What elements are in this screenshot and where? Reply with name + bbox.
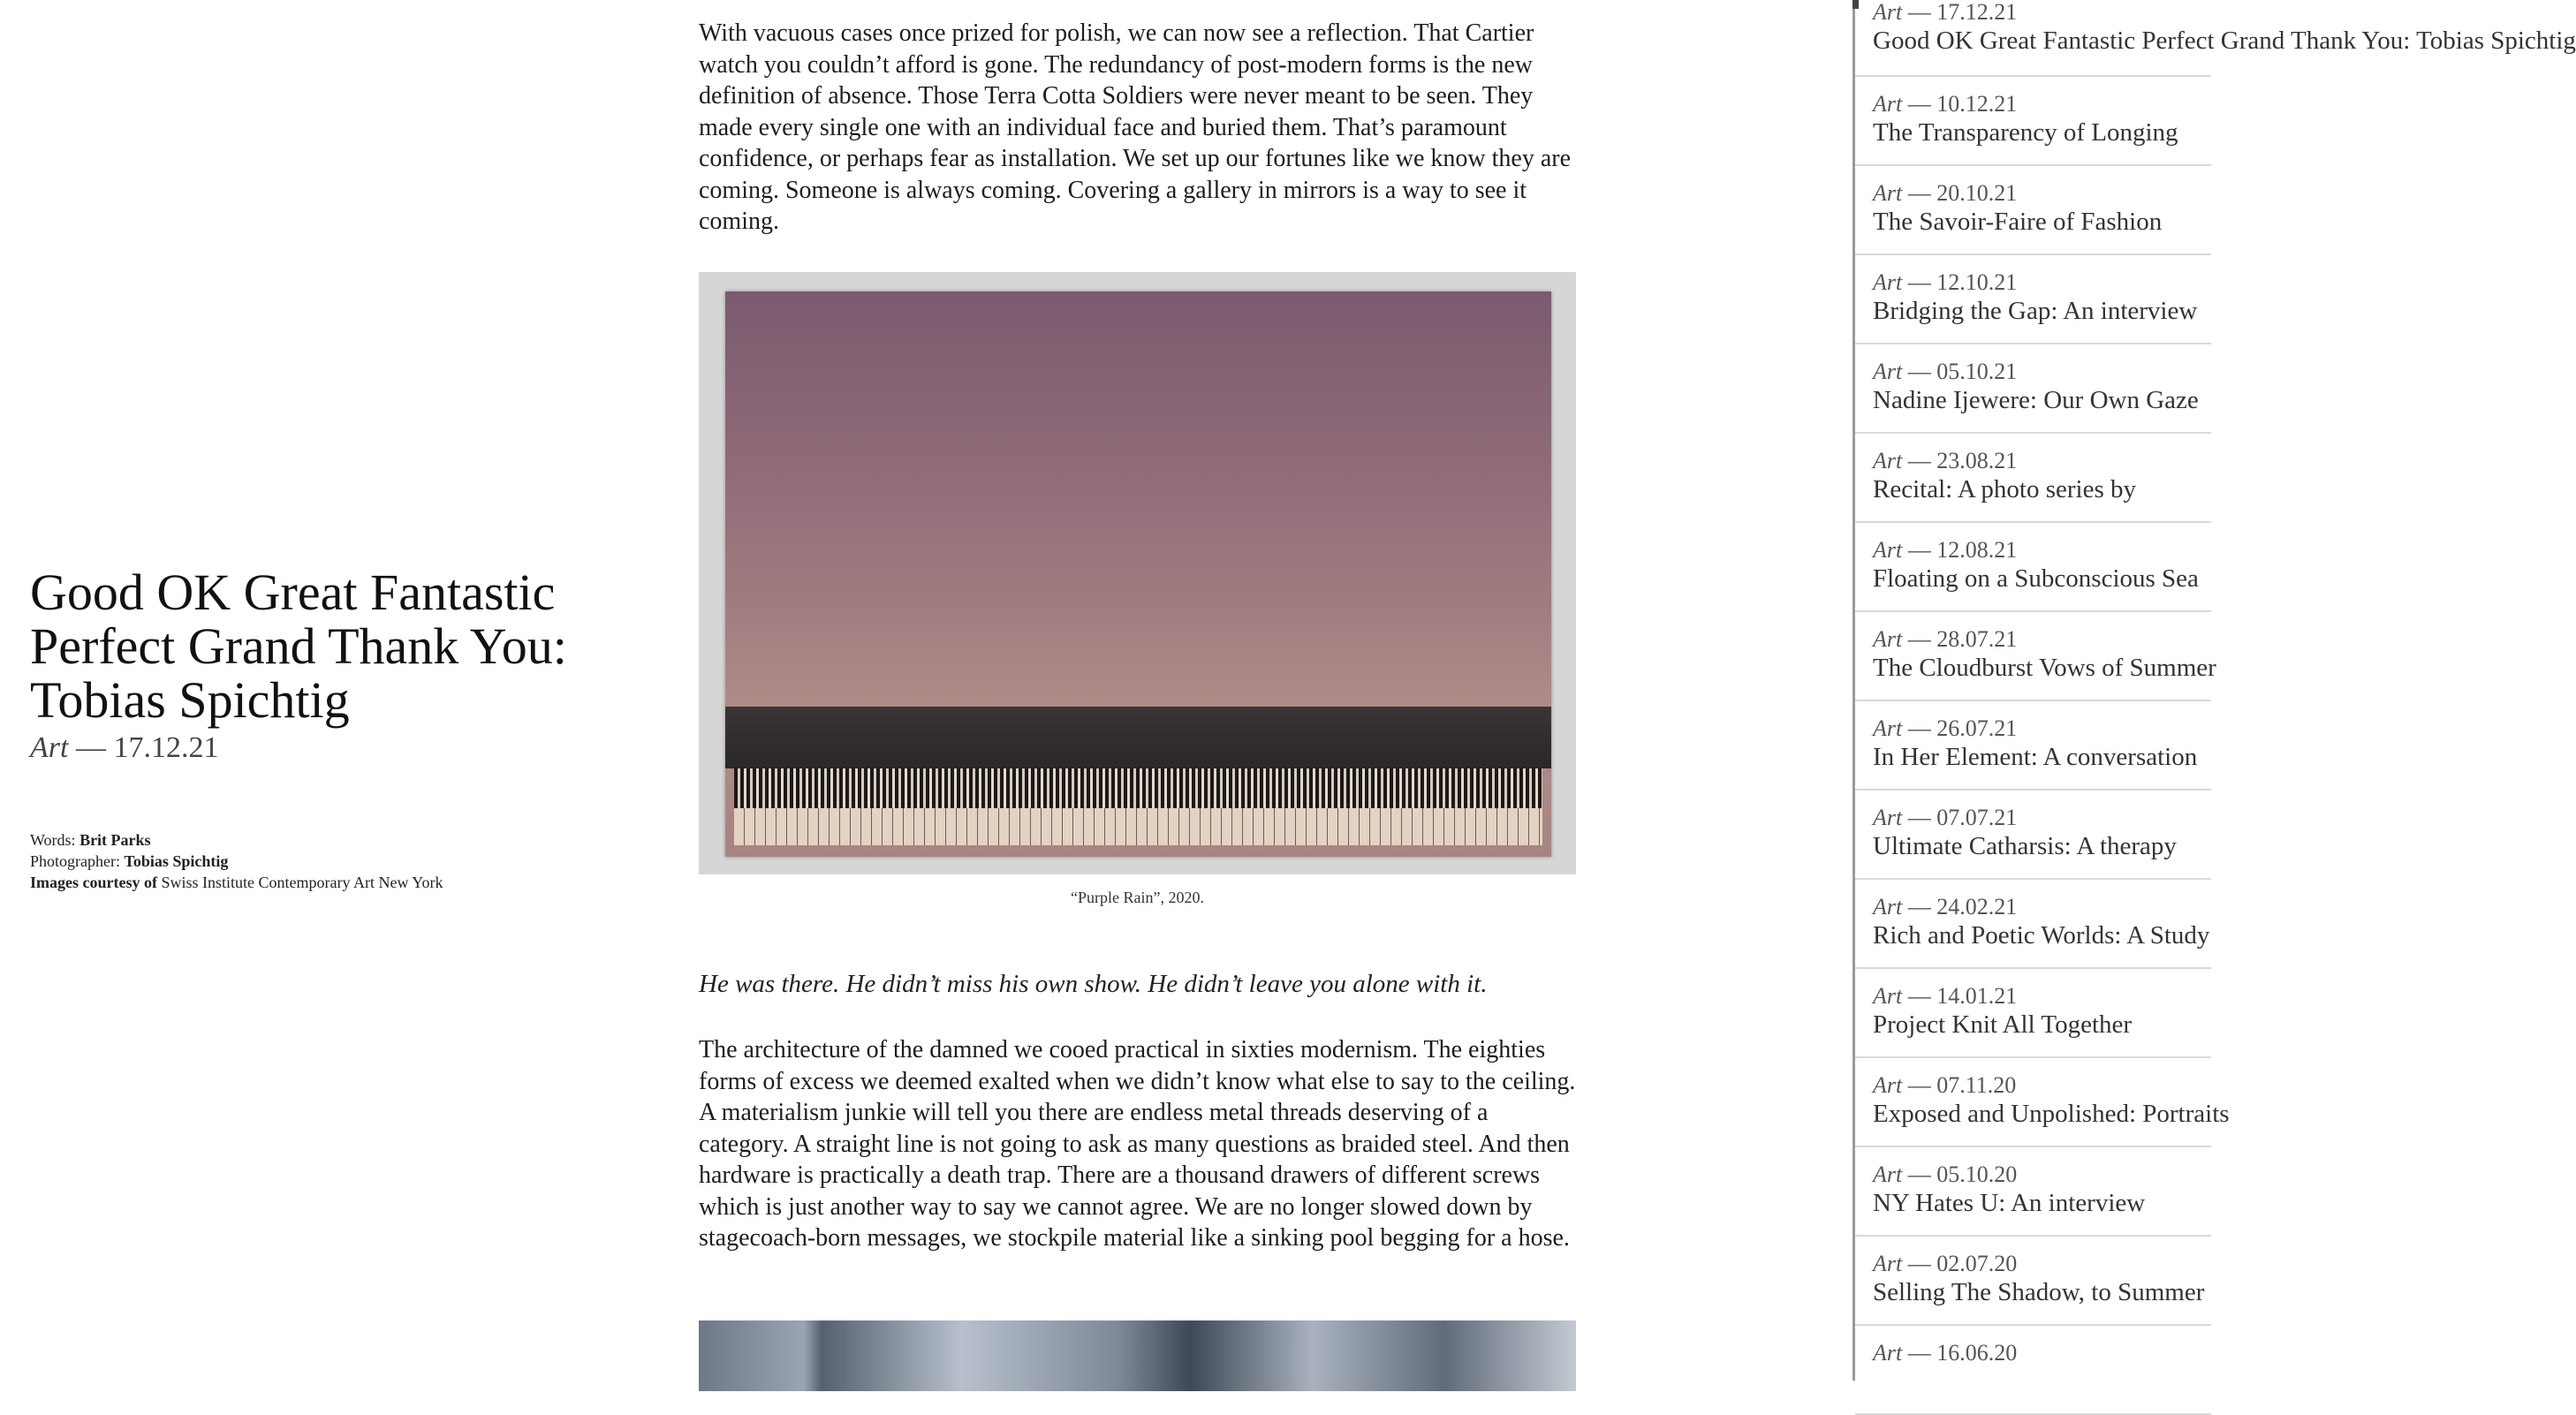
sidebar-article-category: Art [1873,269,1903,295]
sidebar-article-item[interactable] [1855,1058,2230,1147]
sidebar-article-meta [1873,166,2211,206]
sidebar-article-item[interactable] [1855,434,2211,523]
date-separator: — [68,731,114,764]
artwork-image [699,272,1576,874]
sidebar-article-meta [1873,1237,2211,1276]
sidebar-article-title[interactable]: Exposed and Unpolished: Portraits [1873,1100,2230,1128]
sidebar-article-title[interactable]: NY Hates U: An interview [1873,1189,2146,1217]
image-caption: “Purple Rain”, 2020. [1071,889,1204,906]
sidebar-article-meta [1873,1326,2211,1366]
sidebar-article-title[interactable]: Bridging the Gap: An interview [1873,297,2198,325]
sidebar-article-category: Art [1873,1251,1903,1276]
sidebar-article-meta [1873,1058,2211,1098]
article-date: 17.12.21 [113,731,219,764]
sidebar-article-title[interactable]: The Savoir-Faire of Fashion [1873,208,2163,236]
sidebar-article-category: Art [1873,0,1903,25]
credit-photographer: Photographer: Tobias Spichtig [30,852,229,870]
sidebar-article-date: — 02.07.20 [1902,1251,2018,1276]
sidebar-article-item[interactable] [1855,1147,2211,1237]
sidebar-article-date: — 12.10.21 [1902,269,2018,295]
sidebar-article-category: Art [1873,537,1903,563]
sidebar-article-item[interactable] [1855,255,2211,344]
sidebar-article-meta [1873,523,2211,563]
sidebar-article-date: — 23.08.21 [1902,448,2018,473]
pull-quote: He was there. He didn’t miss his own show. He didn’t leave you alone with it. [699,970,1488,998]
sidebar-article-date: — 24.02.21 [1902,894,2018,919]
sidebar-article-title[interactable]: Good OK Great Fantastic Perfect Grand Thank You: Tobias Spichtig [1873,26,2576,55]
sidebar-article-date: — 16.06.20 [1902,1340,2018,1366]
painting-canvas [725,291,1551,857]
sidebar-article-item[interactable] [1855,969,2211,1058]
sidebar-article-category: Art [1873,805,1903,830]
sidebar-article-meta [1873,791,2211,830]
sidebar-article-date: — 05.10.21 [1902,359,2018,384]
sidebar-article-date: — 05.10.20 [1902,1162,2018,1187]
sidebar-article-item[interactable] [1855,523,2211,612]
related-articles-sidebar[interactable] [1852,0,2576,1381]
sidebar-article-title[interactable]: The Cloudburst Vows of Summer [1873,654,2216,682]
sidebar-article-item[interactable] [1855,612,2216,701]
sidebar-article-category: Art [1873,894,1903,919]
sidebar-article-date: — 28.07.21 [1902,626,2018,652]
sidebar-article-title[interactable]: Selling The Shadow, to Summer [1873,1278,2205,1306]
sidebar-article-meta [1873,344,2211,384]
sidebar-article-meta [1873,969,2211,1009]
author-link[interactable]: Brit Parks [80,831,151,849]
images-source-link[interactable]: Swiss Institute Contemporary Art New York [161,874,443,891]
sidebar-article-meta [1873,880,2211,919]
sidebar-article-title[interactable]: In Her Element: A conversation [1873,743,2198,771]
sidebar-article-meta [1873,255,2211,295]
sidebar-article-item[interactable] [1855,880,2211,969]
sidebar-article-title[interactable]: The Transparency of Longing [1873,118,2178,147]
sidebar-article-category: Art [1873,448,1903,473]
sidebar-article-category: Art [1873,180,1903,206]
sidebar-article-date: — 07.11.20 [1902,1072,2017,1098]
sidebar-article-title[interactable]: Recital: A photo series by [1873,475,2137,503]
sidebar-article-item[interactable] [1855,1326,2211,1415]
sidebar-article-date: — 14.01.21 [1902,983,2018,1009]
sidebar-article-category: Art [1873,1340,1903,1366]
credits [30,829,648,893]
sidebar-article-title[interactable]: Ultimate Catharsis: A therapy [1873,832,2177,860]
sidebar-article-title[interactable]: Nadine Ijewere: Our Own Gaze [1873,386,2199,414]
sidebar-article-item[interactable] [1855,166,2211,255]
sidebar-article-meta [1873,612,2211,652]
article-header [30,565,648,893]
sidebar-article-category: Art [1873,626,1903,652]
sidebar-article-meta [1873,1147,2211,1187]
body-paragraph: The architecture of the damned we cooed practical in sixties modernism. The eighties forms of excess we deemed exalted when we didn’t know what else to say to the ceiling. A materialism junkie will tell you there are endless metal threads deserving of a category. A straight line is not going to ask as many questions as braided steel. And then hardware is practically a death trap. There are a thousand drawers of different screws which is just another way to say we cannot agree. We are no longer slowed down by stagecoach-born messages, we stockpile material like a sinking pool begging for a hose. [699,1036,1576,1252]
sidebar-article-category: Art [1873,359,1903,384]
sidebar-article-title[interactable]: Rich and Poetic Worlds: A Study [1873,921,2210,950]
body-paragraph: With vacuous cases once prized for polish, we can now see a reflection. That Cartier watch you couldn’t afford is gone. The redundancy of post-modern forms is the new definition of absence. Those Terra Cotta Soldiers were never meant to be seen. They made every single one with an individual face and buried them. That’s paramount confidence, or perhaps fear as installation. We set up our fortunes like we know they are coming. Someone is always coming. Covering a gallery in mirrors is a way to see it coming. [699,19,1571,235]
sidebar-article-date: — 26.07.21 [1902,715,2018,741]
sidebar-article-item[interactable] [1855,77,2211,166]
sidebar-article-title[interactable]: Floating on a Subconscious Sea [1873,564,2199,593]
sidebar-article-date: — 10.12.21 [1902,91,2018,117]
related-articles-list [1855,0,2576,1415]
sidebar-article-item[interactable] [1855,0,2576,77]
sidebar-article-date: — 07.07.21 [1902,805,2018,830]
sidebar-article-meta [1873,701,2211,741]
sidebar-article-meta [1873,434,2211,473]
sidebar-article-meta [1873,0,2211,25]
sidebar-article-item[interactable] [1855,791,2211,880]
sidebar-article-date: — 12.08.21 [1902,537,2018,563]
sidebar-article-date: — 17.12.21 [1902,0,2018,25]
page-title: Good OK Great Fantastic Perfect Grand Thank You: Tobias Spichtig [30,564,567,729]
sidebar-article-date: — 20.10.21 [1902,180,2018,206]
installation-image [699,1320,1576,1391]
sidebar-article-meta [1873,77,2211,117]
sidebar-article-item[interactable] [1855,1237,2211,1326]
sidebar-article-item[interactable] [1855,701,2211,791]
credit-images: Images courtesy of Swiss Institute Contemporary Art New York [30,874,443,891]
sidebar-article-category: Art [1873,715,1903,741]
article-meta [30,730,648,766]
sidebar-article-title[interactable]: Project Knit All Together [1873,1010,2133,1039]
photographer-link[interactable]: Tobias Spichtig [124,852,229,870]
article-category[interactable]: Art [30,731,69,764]
sidebar-article-category: Art [1873,983,1903,1009]
credit-words: Words: Brit Parks [30,831,151,849]
sidebar-article-item[interactable] [1855,344,2211,434]
sidebar-article-category: Art [1873,1162,1903,1187]
sidebar-article-category: Art [1873,1072,1903,1098]
sidebar-article-category: Art [1873,91,1903,117]
